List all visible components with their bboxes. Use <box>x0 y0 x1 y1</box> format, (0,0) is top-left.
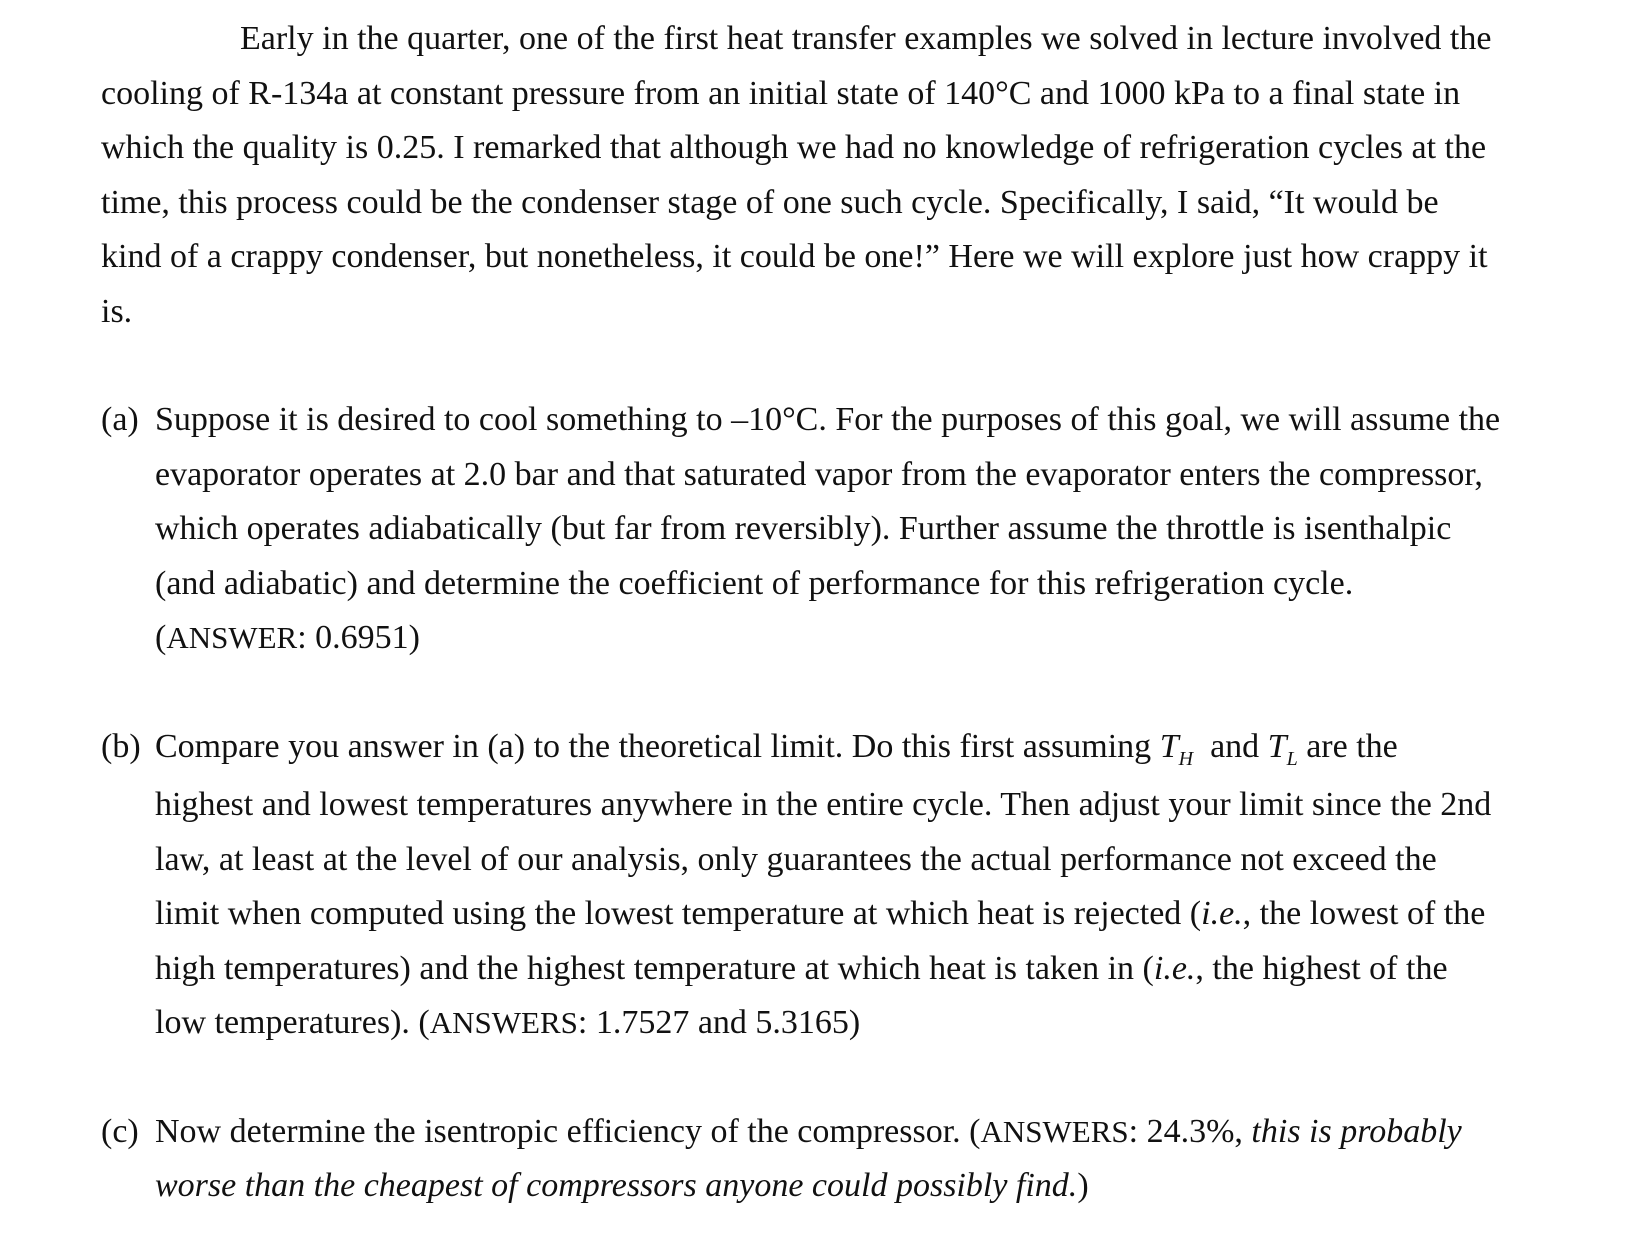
part-b-label: (b) <box>101 727 141 765</box>
part-b-text <box>155 720 1501 1051</box>
part-a-answer-label: ANSWER <box>166 620 298 655</box>
part-c-answer-value: : 24.3%, <box>1128 1112 1243 1150</box>
part-b-and: and <box>1210 727 1260 765</box>
part-b-body-2: are the highest and lowest temperatures anywhere in the entire cycle. Then adjust your limit since the 2nd law, at least at the level of our analysis, only guarantees the actual performance not exceed the limit when computed using the lowest temperature at which heat is rejected ( <box>155 727 1492 932</box>
part-b-answer-value: : 1.7527 and 5.3165) <box>577 1004 861 1041</box>
th-symbol: T <box>1159 727 1179 765</box>
part-a-label: (a) <box>101 401 139 438</box>
part-a-answer-value: : 0.6951) <box>297 619 420 656</box>
part-b-answer-open: ( <box>418 1004 430 1041</box>
part-c-answer-open: ( <box>969 1112 981 1150</box>
document-body <box>101 12 1501 1214</box>
part-b-body-3: , the lowest of the high temperatures) and the highest temperature at which heat is taken in ( <box>155 895 1486 987</box>
part-b-answer-label: ANSWERS <box>429 1005 578 1040</box>
part-a-body: Suppose it is desired to cool something to –10°C. For the purposes of this goal, we will assume the evaporator operates at 2.0 bar and that saturated vapor from the evaporator enters the compressor, which operates adiabatically (but far from reversibly). Further assume the throttle is isenthalpic (and adiabatic) and determine the coefficient of performance for this refrigeration cycle. <box>155 401 1501 602</box>
part-c-label: (c) <box>101 1112 139 1150</box>
th-subscript: H <box>1178 747 1194 770</box>
part-c-body: Now determine the isentropic efficiency of the compressor. <box>155 1112 961 1150</box>
part-c-answer-note: this is probably worse than the cheapest of compressors anyone could possibly find. <box>155 1112 1462 1204</box>
part-c-answer-close: ) <box>1077 1167 1089 1204</box>
part-a-answer-open: ( <box>155 619 167 656</box>
part-c-answer-label: ANSWERS <box>980 1113 1129 1149</box>
part-c <box>101 1105 1501 1214</box>
part-b-body-1: Compare you answer in (a) to the theoretical limit. Do this first assuming <box>155 727 1152 765</box>
tl-symbol: T <box>1267 727 1287 765</box>
part-a-text <box>155 393 1501 666</box>
part-a <box>101 393 1501 666</box>
ie-abbrev-1: i.e. <box>1201 895 1243 932</box>
ie-abbrev-2: i.e. <box>1153 949 1196 987</box>
part-b-body-4: , the highest of the low temperatures). <box>155 949 1448 1041</box>
part-b <box>101 720 1501 1051</box>
part-c-text <box>155 1105 1501 1214</box>
tl-subscript: L <box>1286 747 1298 770</box>
intro-paragraph: Early in the quarter, one of the first heat transfer examples we solved in lecture involved the cooling of R-134a at constant pressure from an initial state of 140°C and 1000 kPa to a final state in which the quality is 0.25. I remarked that although we had no knowledge of refrigeration cycles at the time, this process could be the condenser stage of one such cycle. Specifically, I said, “It would be kind of a crappy condenser, but nonetheless, it could be one!” Here we will explore just how crappy it is. <box>101 20 1492 330</box>
